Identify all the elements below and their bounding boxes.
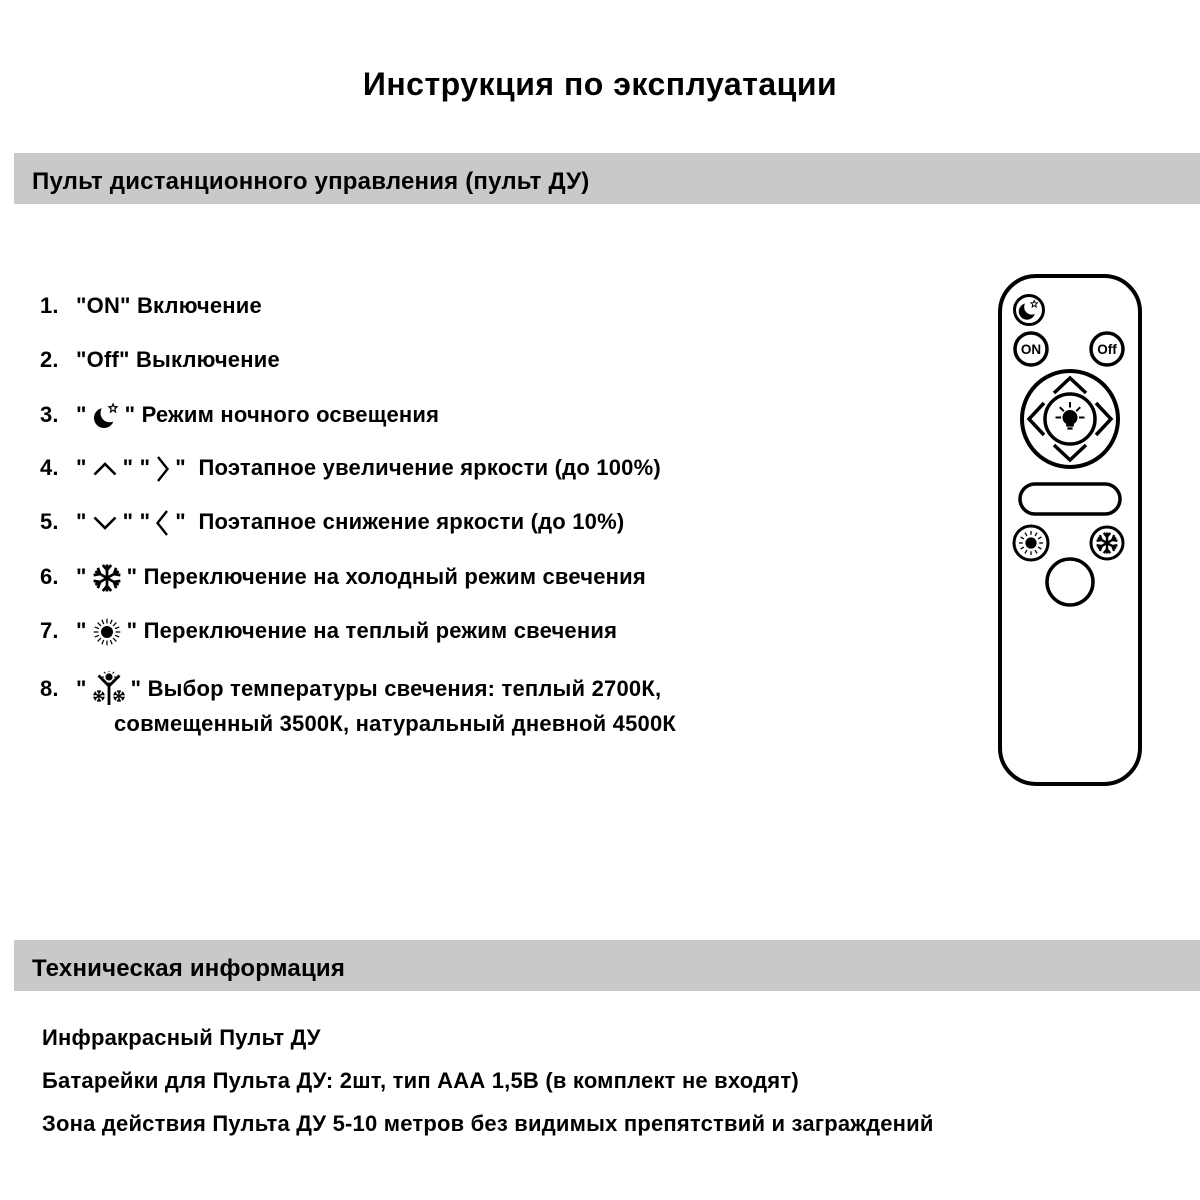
cct-button <box>1047 559 1093 605</box>
section-heading-tech-label: Техническая информация <box>32 954 346 982</box>
item-number: 7. <box>40 617 59 643</box>
remote-control-illustration <box>993 272 1148 792</box>
item-text: " " " " Поэтапное снижение яркости (до 10%) <box>76 509 624 534</box>
section-heading-remote <box>14 153 1200 204</box>
item-number: 6. <box>40 563 59 589</box>
warm-mode-button <box>1014 526 1048 560</box>
cold-mode-button <box>1091 527 1123 559</box>
item-number: 8. <box>40 675 59 701</box>
item-number: 3. <box>40 401 59 427</box>
item-number: 4. <box>40 455 59 480</box>
tech-line-3: Зона действия Пульта ДУ 5-10 метров без видимых препятствий и заграждений <box>42 1111 934 1136</box>
page-title: Инструкция по эксплуатации <box>362 66 838 102</box>
sun-icon <box>92 617 122 647</box>
item-number: 5. <box>40 509 59 534</box>
item-text: "ON" Включение <box>76 293 262 318</box>
chevron-down-icon <box>92 515 118 531</box>
item-text: " " " " Поэтапное увеличение яркости (до 100%) <box>76 455 661 480</box>
item-text: " " Переключение на холодный режим свечения <box>76 564 646 589</box>
instruction-item-4 <box>40 455 676 481</box>
remote-instructions-list <box>40 293 677 736</box>
snowflake-icon <box>92 563 122 593</box>
brightness-pad <box>1022 371 1118 467</box>
off-button-label: Off <box>1097 342 1117 357</box>
instruction-item-5 <box>40 509 676 535</box>
chevron-up-icon <box>92 461 118 477</box>
instruction-item-3 <box>40 401 676 427</box>
off-button <box>1091 333 1123 365</box>
instruction-item-2 <box>40 347 676 373</box>
tech-info-list <box>42 1026 934 1155</box>
item-number: 2. <box>40 347 59 372</box>
instruction-item-7 <box>40 617 676 643</box>
item-text: " " Выбор температуры свечения: теплый 2700К, совмещенный 3500К, натуральный дневной 4500К <box>40 676 676 736</box>
instruction-item-6 <box>40 563 676 589</box>
item-number: 1. <box>40 293 59 318</box>
on-button-label: ON <box>1020 342 1042 357</box>
section-heading-tech <box>14 940 1200 991</box>
night-mode-button <box>1015 296 1044 325</box>
item-text: " " Переключение на теплый режим свечения <box>76 618 617 643</box>
indicator-window <box>1020 484 1120 514</box>
instruction-item-1 <box>40 293 676 319</box>
instruction-item-8 <box>40 671 677 736</box>
moon-star-icon <box>92 401 120 431</box>
tech-line-2: Батарейки для Пульта ДУ: 2шт, тип ААА 1,5В (в комплект не входят) <box>42 1068 799 1093</box>
tech-line-1: Инфракрасный Пульт ДУ <box>42 1025 321 1050</box>
on-button <box>1015 333 1047 365</box>
item-text: " " Режим ночного освещения <box>76 402 439 427</box>
item-text: "Off" Выключение <box>76 347 280 372</box>
cct-select-icon <box>92 671 126 709</box>
angle-right-icon <box>155 455 170 483</box>
angle-left-icon <box>155 509 170 537</box>
section-heading-remote-label: Пульт дистанционного управления (пульт ДУ) <box>32 167 590 195</box>
